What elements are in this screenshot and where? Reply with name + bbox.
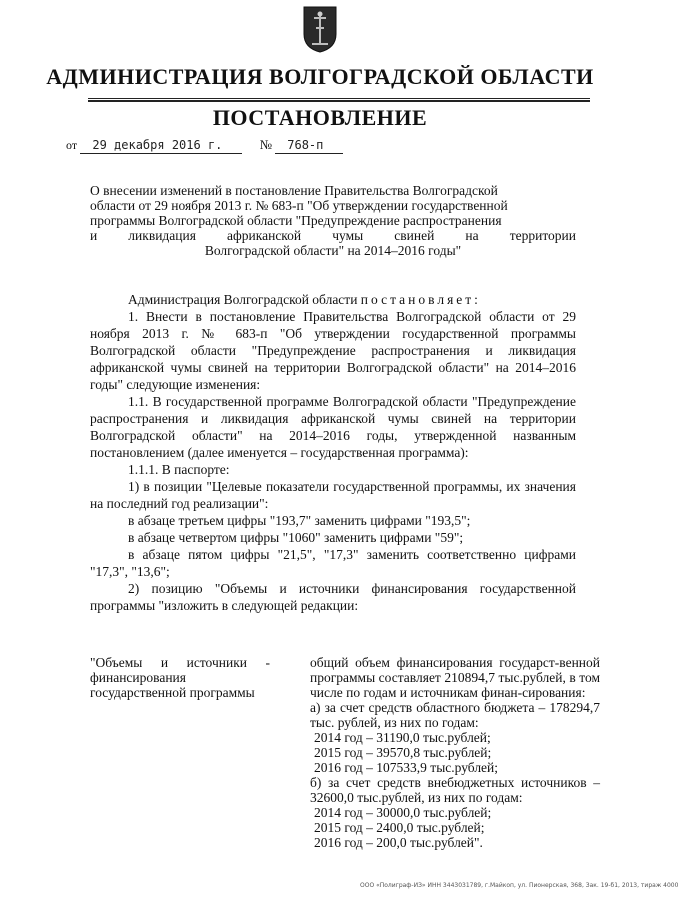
printer-imprint: ООО «Полиграф-ИЗ» ИНН 3443031789, г.Майкоп, ул. Пионерская, 368, Зак. 19-б1, 2013, тираж 4000 xyxy=(360,882,678,889)
paragraph-abzac-5: в абзаце пятом цифры "21,5", "17,3" заменить соответственно цифрами "17,3", "13,6"; xyxy=(90,547,576,579)
date-label: от xyxy=(66,138,78,152)
funding-line: 2015 год – 39570,8 тыс.рублей; xyxy=(314,745,492,760)
paragraph-position-1: 1) в позиции "Целевые показатели государственной программы, их значения на последний год реализации": xyxy=(90,479,576,511)
paragraph-1-1-1: 1.1.1. В паспорте: xyxy=(128,462,230,477)
funding-line: 2016 год – 200,0 тыс.рублей". xyxy=(314,835,483,850)
title-line: области от 29 ноября 2013 г. № 683-п "Об утверждении государственной xyxy=(90,198,508,213)
paragraph-abzac-4: в абзаце четвертом цифры "1060" заменить цифрами "59"; xyxy=(128,530,464,545)
preamble: Администрация Волгоградской области постановляет: xyxy=(128,292,481,307)
document-body xyxy=(90,291,576,614)
title-line: и ликвидация африканской чумы свиней на территории xyxy=(90,228,576,243)
paragraph-1: 1. Внести в постановление Правительства Волгоградской области от 29 ноября 2013 г. № 683-п "Об утверждении государственной программы Волгоградской области "Предупреждение распространения и ликвидация африканской чумы свиней на территории Волгоградской области" на 2014–2016 годы" следующие изменения: xyxy=(90,309,576,392)
header-rule-thick xyxy=(88,100,590,102)
organization-name: АДМИНИСТРАЦИЯ ВОЛГОГРАДСКОЙ ОБЛАСТИ xyxy=(46,64,594,89)
funding-line: 2016 год – 107533,9 тыс.рублей; xyxy=(314,760,499,775)
date-value: 29 декабря 2016 г. xyxy=(92,138,223,152)
funding-table-left-cell: "Объемы и источники - финансирования государственной программы xyxy=(90,655,270,700)
coat-of-arms-icon xyxy=(300,4,340,54)
title-line: программы Волгоградской области "Предупреждение распространения xyxy=(90,213,502,228)
title-line: Волгоградской области" на 2014–2016 годы" xyxy=(204,243,462,258)
date-number-line xyxy=(66,137,343,154)
funding-line: 2014 год – 31190,0 тыс.рублей; xyxy=(314,730,491,745)
funding-line: а) за счет средств областного бюджета – 178294,7 тыс. рублей, из них по годам: xyxy=(310,700,600,730)
funding-line: общий объем финансирования государст-венной программы составляет 210894,7 тыс.рублей, в том числе по годам и источникам финан-сирования: xyxy=(310,655,600,700)
title-line: О внесении изменений в постановление Правительства Волгоградской xyxy=(90,183,498,198)
header-rule-thin xyxy=(88,98,590,99)
paragraph-1-1: 1.1. В государственной программе Волгоградской области "Предупреждение распространения и ликвидация африканской чумы свиней на территории Волгоградской области" на 2014–2016 годы, утвержденной названным постановлением (далее именуется – государственная программа): xyxy=(90,394,576,460)
number-label: № xyxy=(259,137,272,152)
paragraph-abzac-3: в абзаце третьем цифры "193,7" заменить цифрами "193,5"; xyxy=(128,513,471,528)
funding-line: 2014 год – 30000,0 тыс.рублей; xyxy=(314,805,492,820)
number-value: 768-п xyxy=(287,138,324,152)
funding-line: б) за счет средств внебюджетных источников – 32600,0 тыс.рублей, из них по годам: xyxy=(310,775,600,805)
document-type: ПОСТАНОВЛЕНИЕ xyxy=(212,105,428,130)
paragraph-position-2: 2) позицию "Объемы и источники финансирования государственной программы "изложить в следующей редакции: xyxy=(90,581,576,613)
funding-table-right-cell xyxy=(288,655,600,850)
document-title xyxy=(90,183,576,258)
funding-line: 2015 год – 2400,0 тыс.рублей; xyxy=(314,820,485,835)
